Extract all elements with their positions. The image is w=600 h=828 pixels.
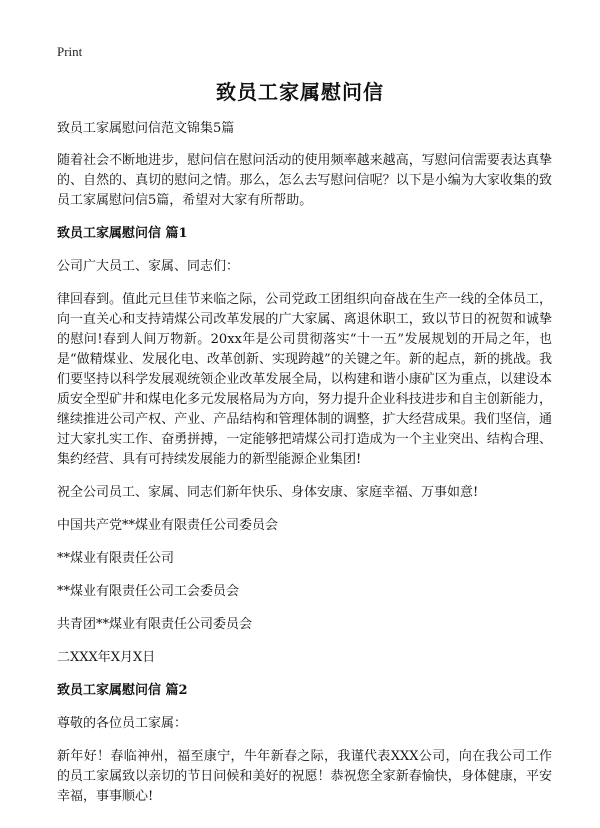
intro-paragraph: 随着社会不断地进步，慰问信在慰问活动的使用频率越来越高，写慰问信需要表达真挚的、自然的、真切的慰问之情。那么，怎么去写慰问信呢？以下是小编为大家收集的致员工家属慰问信5篇，希望对大家有所帮助。 xyxy=(57,153,552,208)
document-subtitle: 致员工家属慰问信范文锦集5篇 xyxy=(57,121,235,136)
document-body xyxy=(57,119,552,820)
page-title: 致员工家属慰问信 xyxy=(216,80,384,104)
section-1-wishes: 祝全公司员工、家属、同志们新年快乐、身体安康、家庭幸福、万事如意! xyxy=(57,485,479,500)
section-2-greeting: 尊敬的各位员工家属： xyxy=(57,716,188,731)
section-2-body: 新年好！春临神州，福至康宁，牛年新春之际，我谨代表XXX公司，向在我公司工作的员工家属致以亲切的节日问候和美好的祝愿！恭祝您全家新春愉快，身体健康，平安幸福，事事顺心! xyxy=(57,749,552,804)
print-link[interactable]: Print xyxy=(57,44,83,59)
section-1-body: 律回春到。值此元旦佳节来临之际，公司党政工团组织向奋战在生产一线的全体员工，向一直关心和支持靖煤公司改革发展的广大家属、离退休职工，致以节日的祝贺和诚挚的慰问!春到人间万物新。20xx年是公司贯彻落实“十一五”发展规划的开局之年，也是“做精煤业、发展化电、改革创新、实现跨越”的关键之年。新的起点，新的挑战。我们要坚持以科学发展观统领企业改革发展全局，以构建和谐小康矿区为重点，以建设本质安全型矿井和煤电化多元发展格局为方向，努力提升企业科技进步和自主创新能力，继续推进公司产权、产业、产品结构和管理体制的调整，扩大经营成果。我们坚信，通过大家扎实工作、奋勇拼搏，一定能够把靖煤公司打造成为一个主业突出、结构合理、集约经营、具有可持续发展能力的新型能源企业集团! xyxy=(57,292,552,467)
section-1-greeting: 公司广大员工、家属、同志们： xyxy=(57,259,240,274)
section-2-heading: 致员工家属慰问信 篇2 xyxy=(57,683,188,698)
signature-line: 共青团**煤业有限责任公司委员会 xyxy=(57,617,253,632)
signature-line: **煤业有限责任公司 xyxy=(57,551,175,566)
section-1-date: 二XXX年X月X日 xyxy=(57,650,156,665)
signature-line: 中国共产党**煤业有限责任公司委员会 xyxy=(57,518,279,533)
section-1-heading: 致员工家属慰问信 篇1 xyxy=(57,226,188,241)
signature-line: **煤业有限责任公司工会委员会 xyxy=(57,584,240,599)
